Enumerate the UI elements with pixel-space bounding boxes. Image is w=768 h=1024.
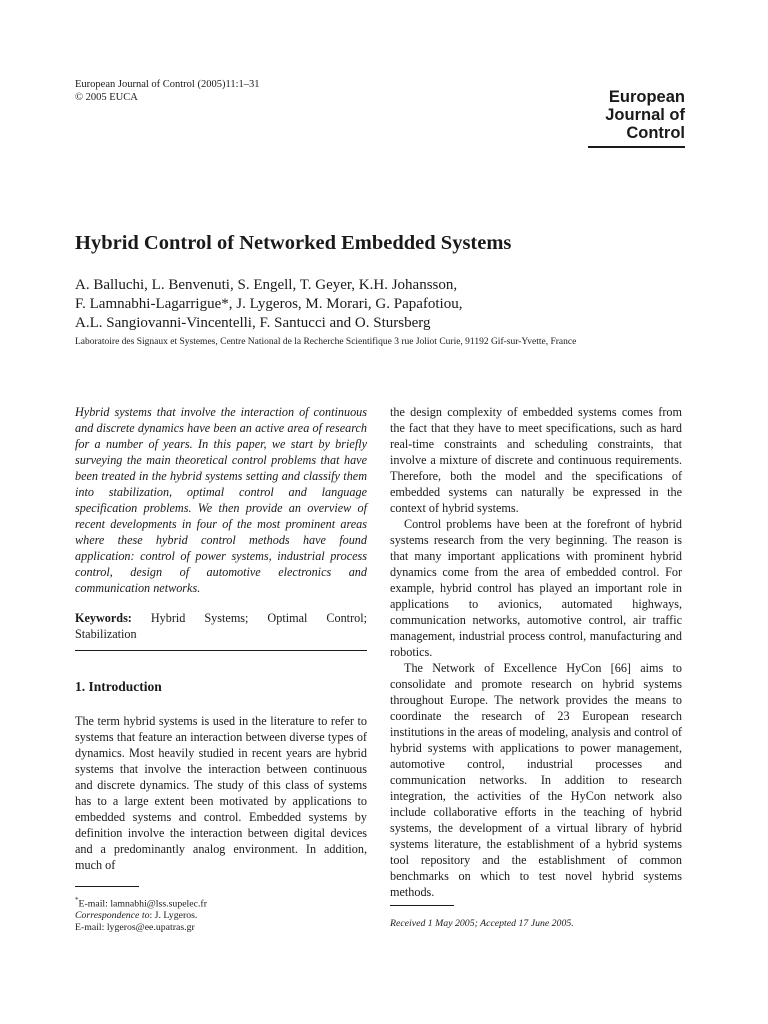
journal-citation: European Journal of Control (2005)11:1–31 [75, 79, 260, 90]
paper-title: Hybrid Control of Networked Embedded Systems [75, 232, 512, 254]
keywords-label: Keywords: [75, 611, 132, 625]
right-column [390, 404, 682, 900]
received-divider [390, 905, 454, 906]
footnote-divider [75, 886, 139, 887]
journal-logo-line: Journal of [605, 106, 685, 124]
journal-copyright: © 2005 EUCA [75, 91, 138, 103]
footnote-email: E-mail: lygeros@ee.upatras.gr [75, 922, 195, 934]
body-paragraph: the design complexity of embedded systems comes from the fact that they have to meet specifications, such as hard real-time constraints and scheduling constraints, that involve a mixture of discrete and continuous requirements. Therefore, both the model and the specifications of embedded systems can naturally be expressed in the context of hybrid systems. [390, 405, 682, 515]
affiliation: Laboratoire des Signaux et Systemes, Centre National de la Recherche Scientifique 3 rue Joliot Curie, 91192 Gif-sur-Yvette, France [75, 337, 577, 347]
author-line: F. Lamnabhi-Lagarrigue*, J. Lygeros, M. Morari, G. Papafotiou, [75, 296, 463, 312]
footnote-correspondence: Correspondence to: J. Lygeros. [75, 910, 198, 922]
author-line: A.L. Sangiovanni-Vincentelli, F. Santucci and O. Stursberg [75, 315, 431, 331]
keywords-text: Hybrid Systems; Optimal Control; Stabilization [75, 611, 367, 641]
journal-citation-block [75, 79, 260, 104]
abstract: Hybrid systems that involve the interaction of continuous and discrete dynamics have been an active area of research for a number of years. In this paper, we start by briefly surveying the main theoretical control problems that have been treated in the hybrid systems setting and classify them into stabilization, optimal control and language specification problems. We then provide an overview of recent developments in four of the most prominent areas where these hybrid control methods have found application: control of power systems, industrial process control, design of automotive electronics and communication networks. [75, 405, 367, 595]
received-dates: Received 1 May 2005; Accepted 17 June 2005. [390, 918, 574, 929]
body-paragraph: The Network of Excellence HyCon [66] aims to consolidate and promote research on hybrid systems throughout Europe. The network provides the means to coordinate the research of 23 European research institutions in the areas of modeling, analysis and control of hybrid systems with applications to power management, automotive control, industrial processes and communication networks. In addition to research integration, the activities of the HyCon network also include collaborative efforts in the teaching of hybrid systems, the development of a virtual library of hybrid systems literature, the establishment of a hybrid systems tool repository and the establishment of common benchmarks on which to test novel hybrid systems methods. [390, 661, 682, 899]
journal-logo-line: Control [626, 124, 685, 142]
journal-logo [588, 88, 685, 148]
section-heading: 1. Introduction [75, 679, 162, 694]
keywords [75, 610, 367, 651]
author-line: A. Balluchi, L. Benvenuti, S. Engell, T. Geyer, K.H. Johansson, [75, 277, 458, 293]
left-column [75, 404, 367, 873]
footnote-email: *E-mail: lamnabhi@lss.supelec.fr [75, 896, 207, 910]
intro-paragraph: The term hybrid systems is used in the literature to refer to systems that feature an interaction between diverse types of dynamics. Most heavily studied in recent years are hybrid systems that involve the interaction between continuous and discrete dynamics. The study of this class of systems has to a large extent been motivated by applications to embedded systems and control. Embedded systems by definition involve the interaction between digital devices and a predominantly analog environment. In addition, much of [75, 714, 367, 872]
journal-logo-line: European [608, 88, 685, 106]
body-paragraph: Control problems have been at the forefront of hybrid systems research from the very beginning. The reason is that many important applications with prominent hybrid dynamics come from the area of embedded control. For example, hybrid control has played an important role in applications to avionics, automated highways, communication networks, automotive control, air traffic management, industrial process control, manufacturing and robotics. [390, 517, 682, 659]
footnote-marker: * [75, 896, 79, 904]
footnotes [75, 894, 207, 934]
author-list [75, 276, 462, 333]
